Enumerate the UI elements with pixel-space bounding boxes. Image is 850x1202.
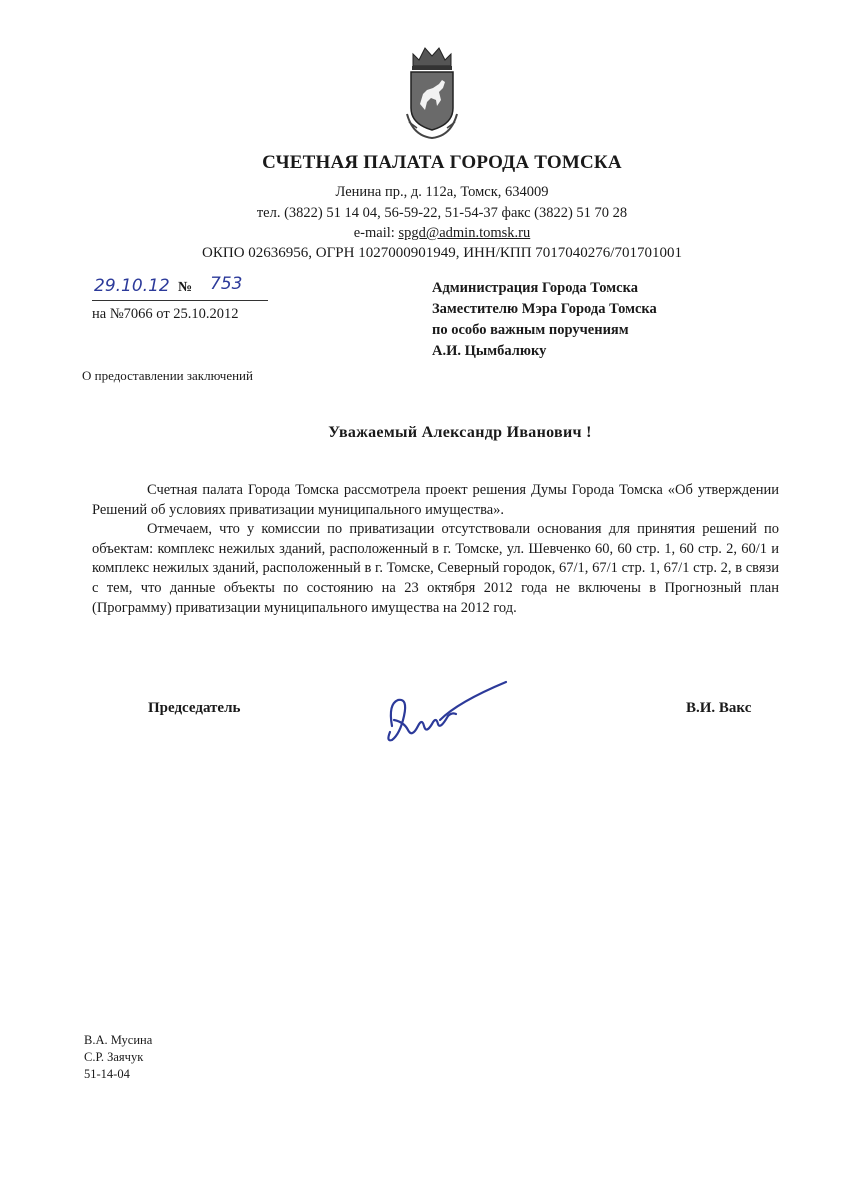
outgoing-number-block: [92, 276, 268, 301]
letter-body: [92, 481, 779, 618]
body-paragraph: Отмечаем, что у комиссии по приватизации отсутствовали основания для принятия решений по объектам: комплекс нежилых зданий, расположенный в г. Томске, ул. Шевченко 60, 60 стр. 1, 60 стр. 2, 60/1 и комплекс нежилых зданий, расположенный в г. Томске, Северный городок, 67/1, 67/1 стр. 1, 67/1 стр. 2, в связи с тем, что данные объекты по состоянию на 23 октября 2012 года не включены в Прогнозный план (Программу) приватизации муниципального имущества на 2012 год.: [92, 521, 779, 616]
email-label: e-mail:: [353, 225, 399, 241]
executor-line: В.А. Мусина: [84, 1033, 153, 1047]
organization-registry: ОКПО 02636956, ОГРН 1027000901949, ИНН/КПП 7017040276/701701001: [202, 245, 682, 261]
handwritten-date: 29.10.12: [94, 276, 170, 296]
organization-email-line: [0, 225, 850, 242]
signatory-title: Председатель: [148, 700, 241, 716]
organization-phones: тел. (3822) 51 14 04, 56-59-22, 51-54-37 факс (3822) 51 70 28: [256, 205, 628, 221]
reply-reference: на №7066 от 25.10.2012: [92, 306, 239, 322]
organization-address: Ленина пр., д. 112а, Томск, 634009: [335, 184, 549, 200]
recipient-line: по особо важным поручениям: [432, 322, 629, 338]
recipient-line: Заместителю Мэра Города Томска: [432, 301, 657, 317]
handwritten-signature: [378, 676, 510, 748]
executor-line: С.Р. Заячук: [84, 1050, 144, 1064]
letter-subject: О предоставлении заключений: [82, 368, 253, 383]
organization-title: СЧЕТНАЯ ПАЛАТА ГОРОДА ТОМСКА: [262, 152, 622, 173]
handwritten-number: 753: [210, 274, 243, 294]
body-paragraph: Счетная палата Города Томска рассмотрела проект решения Думы Города Томска «Об утверждении Решений об условиях приватизации муниципального имущества».: [92, 482, 779, 518]
executors-block: [84, 1032, 152, 1083]
signatory-name: В.И. Вакс: [686, 700, 752, 716]
tomsk-coat-of-arms-icon: [403, 44, 461, 142]
recipient-line: Администрация Города Томска: [432, 280, 638, 296]
number-sign: №: [178, 280, 193, 295]
recipient-block: [432, 278, 657, 362]
email-link[interactable]: spgd@admin.tomsk.ru: [398, 225, 531, 241]
executor-phone: 51-14-04: [84, 1067, 130, 1081]
salutation: Уважаемый Александр Иванович !: [328, 424, 592, 441]
recipient-line: А.И. Цымбалюку: [432, 343, 547, 359]
